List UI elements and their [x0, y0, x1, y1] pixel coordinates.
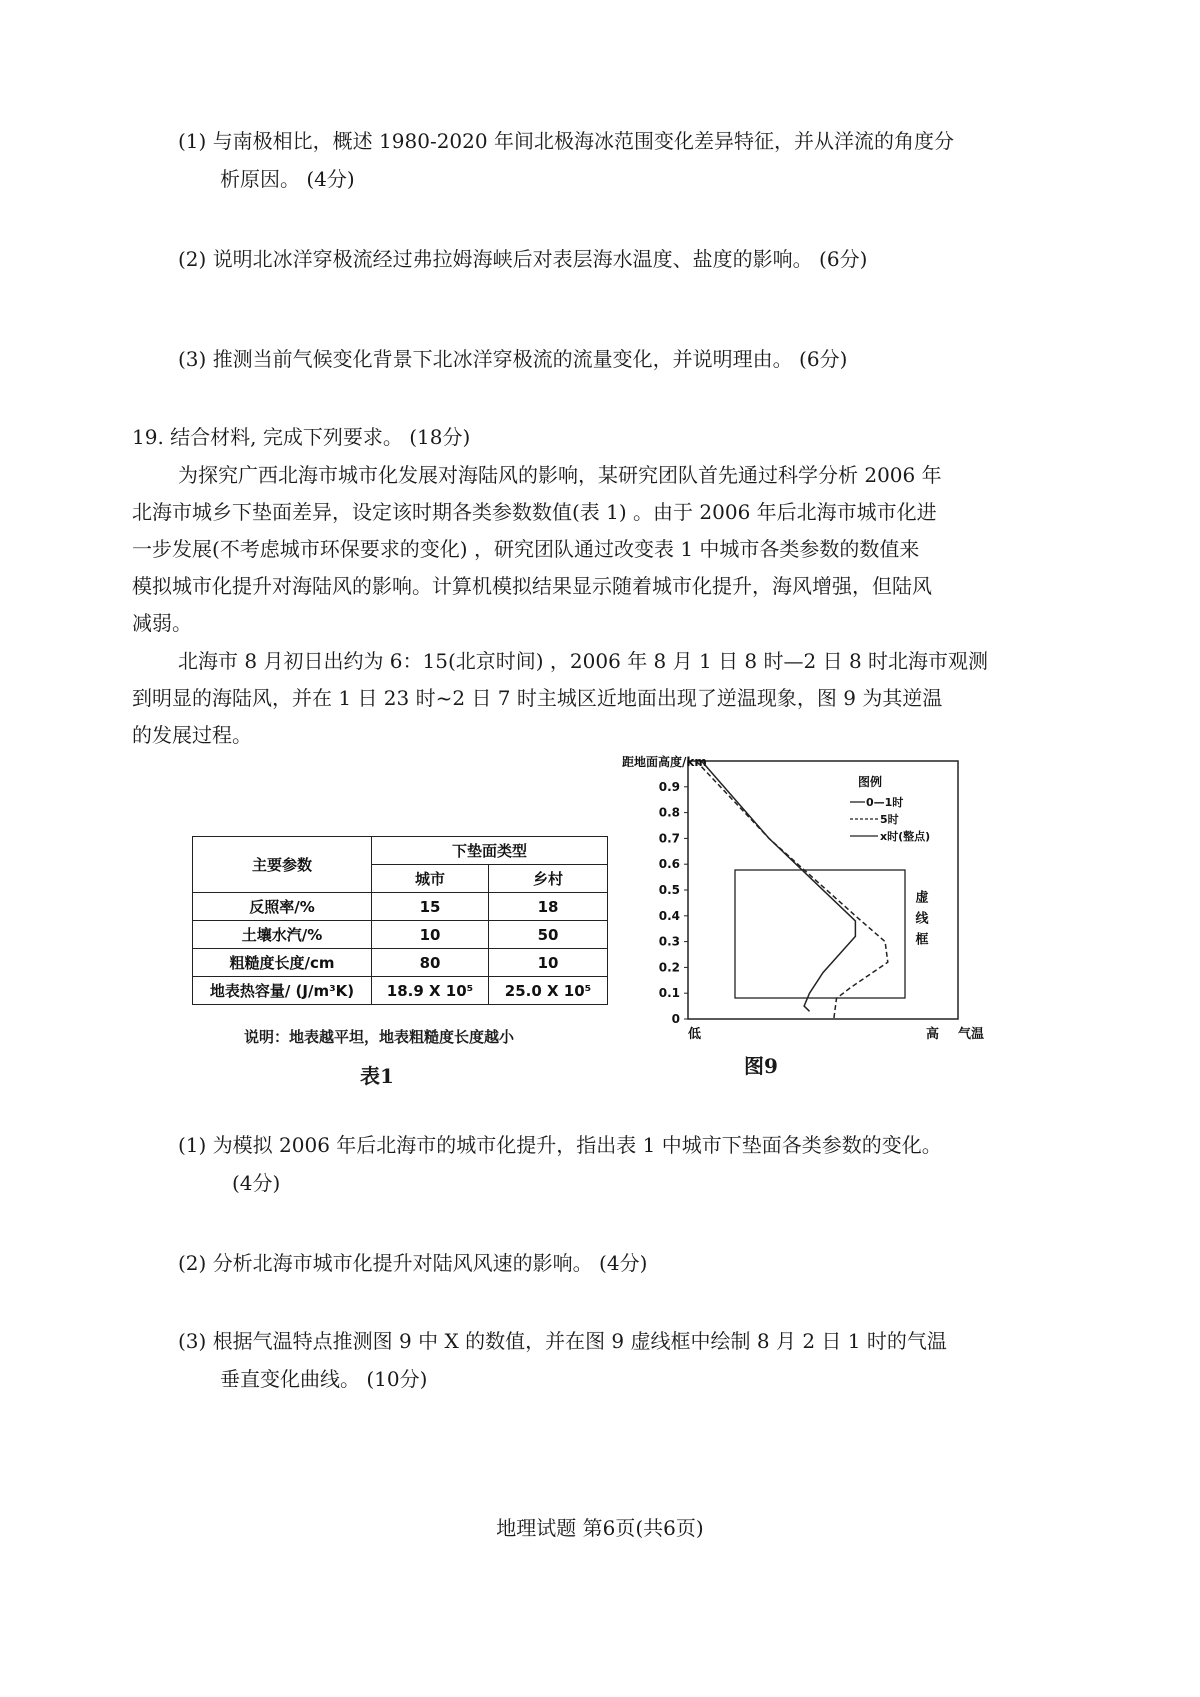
table-cell-param: 反照率/% [193, 893, 372, 921]
y-tick-label: 0.4 [658, 908, 680, 923]
dashed-box-label: 虚线框 [912, 890, 928, 953]
figure-caption: 图9 [744, 1054, 778, 1078]
table-cell-rural: 50 [489, 921, 608, 949]
table-col-rural: 乡村 [489, 865, 608, 893]
q18-sub1-line1: (1) 与南极相比，概述 1980-2020 年间北极海冰范围变化差异特征，并从洋流的角度分 [178, 129, 954, 153]
q19-para1-line1: 为探究广西北海市城市化发展对海陆风的影响，某研究团队首先通过科学分析 2006 年 [178, 463, 942, 487]
q19-sub1-line1: (1) 为模拟 2006 年后北海市的城市化提升，指出表 1 中城市下垫面各类参数的变化。 [178, 1133, 942, 1157]
y-tick-label: 0.6 [658, 857, 680, 872]
q19-para1-line2: 北海市城乡下垫面差异，设定该时期各类参数数值(表 1) 。由于 2006 年后北海市城市化进 [132, 500, 937, 524]
q19-para1-line3: 一步发展(不考虑城市环保要求的变化) ，研究团队通过改变表 1 中城市各类参数的数值来 [132, 537, 920, 561]
y-tick-label: 0.9 [658, 779, 680, 794]
series-line-0 [702, 761, 856, 1011]
table-cell-rural: 10 [489, 949, 608, 977]
table-row [193, 893, 608, 921]
table-cell-city: 18.9 X 10⁵ [372, 977, 489, 1005]
table-cell-city: 15 [372, 893, 489, 921]
legend-entry-0: 0—1时 [866, 796, 904, 809]
q19-para1-line4: 模拟城市化提升对海陆风的影响。计算机模拟结果显示随着城市化提升，海风增强，但陆风 [132, 574, 932, 598]
q19-para1-line5: 减弱。 [132, 611, 192, 635]
table-col-city: 城市 [372, 865, 489, 893]
y-tick-label: 0.8 [658, 805, 680, 820]
table-cell-rural: 18 [489, 893, 608, 921]
table-cell-rural: 25.0 X 10⁵ [489, 977, 608, 1005]
figure-9-chart [620, 748, 985, 1042]
dashed-box [735, 870, 905, 998]
q19-sub1-line2: (4分) [232, 1171, 281, 1195]
q18-sub2: (2) 说明北冰洋穿极流经过弗拉姆海峡后对表层海水温度、盐度的影响。 (6分) [178, 247, 868, 271]
page-footer: 地理试题 第6页(共6页) [496, 1516, 704, 1540]
table-cell-param: 粗糙度长度/cm [193, 949, 372, 977]
q19-para2-line1: 北海市 8 月初日出约为 6：15(北京时间) ，2006 年 8 月 1 日 8 时—2 日 8 时北海市观测 [178, 649, 989, 673]
series-line-1 [696, 761, 888, 1019]
table-note: 说明：地表越平坦，地表粗糙度长度越小 [244, 1028, 515, 1046]
y-axis-label: 距地面高度/km [622, 755, 707, 769]
legend-entry-2: x时(整点) [880, 830, 931, 843]
table-1 [192, 836, 608, 1005]
table-cell-city: 10 [372, 921, 489, 949]
table-cell-city: 80 [372, 949, 489, 977]
q19-heading: 19. 结合材料, 完成下列要求。 (18分) [132, 425, 471, 449]
table-header-type: 下垫面类型 [372, 837, 608, 865]
q18-sub3: (3) 推测当前气候变化背景下北冰洋穿极流的流量变化，并说明理由。 (6分) [178, 347, 848, 371]
legend-entry-1: 5时 [880, 813, 899, 826]
q19-para2-line3: 的发展过程。 [132, 723, 252, 747]
y-tick-label: 0.1 [658, 986, 680, 1001]
y-tick-label: 0.7 [658, 831, 680, 846]
table-cell-param: 地表热容量/ (J/m³K) [193, 977, 372, 1005]
table-row [193, 949, 608, 977]
table-cell-param: 土壤水汽/% [193, 921, 372, 949]
y-tick-label: 0 [671, 1012, 680, 1026]
table-caption: 表1 [360, 1064, 394, 1088]
x-low-label: 低 [688, 1027, 702, 1042]
q18-sub1-line2: 析原因。 (4分) [220, 167, 355, 191]
table-row [193, 921, 608, 949]
table-header-param: 主要参数 [193, 837, 372, 893]
q19-sub2: (2) 分析北海市城市化提升对陆风风速的影响。 (4分) [178, 1251, 648, 1275]
x-high-label: 高 [926, 1027, 940, 1042]
q19-sub3-line2: 垂直变化曲线。 (10分) [220, 1367, 428, 1391]
legend-title: 图例 [858, 775, 883, 789]
y-tick-label: 0.5 [658, 883, 680, 897]
y-tick-label: 0.2 [658, 960, 680, 975]
y-tick-label: 0.3 [658, 934, 680, 949]
q19-para2-line2: 到明显的海陆风，并在 1 日 23 时~2 日 7 时主城区近地面出现了逆温现象，图 9 为其逆温 [132, 686, 943, 710]
table-row [193, 977, 608, 1005]
q19-sub3-line1: (3) 根据气温特点推测图 9 中 X 的数值，并在图 9 虚线框中绘制 8 月 2 日 1 时的气温 [178, 1329, 947, 1353]
x-axis-label: 气温 [958, 1027, 985, 1042]
